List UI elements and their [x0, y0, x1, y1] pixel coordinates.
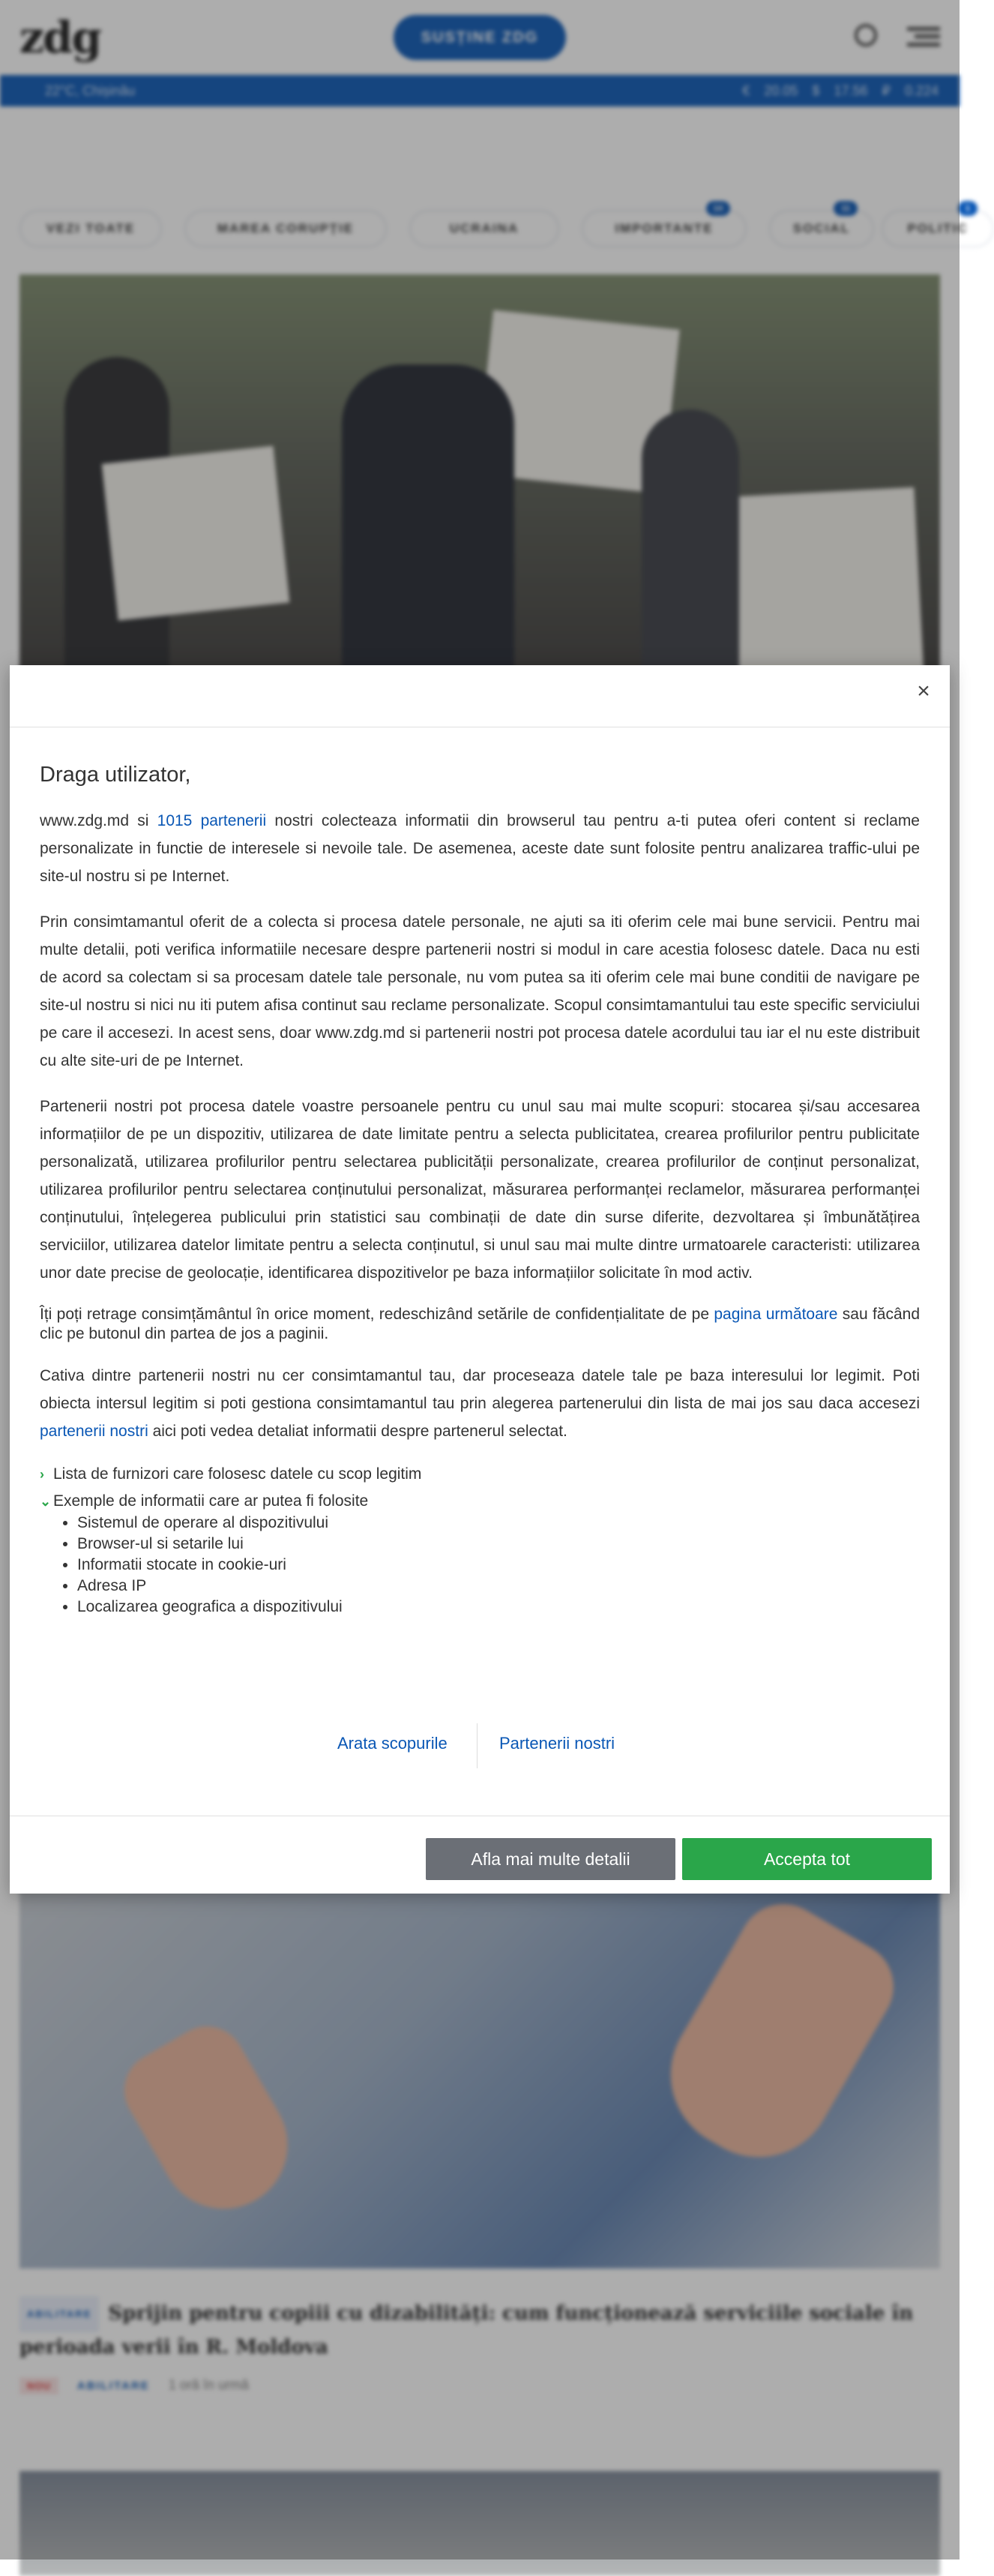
- modal-links-row: [10, 1723, 950, 1768]
- category-label: UCRAINA: [449, 221, 519, 235]
- list-item: • Sistemul de operare al dispozitivului: [77, 1513, 920, 1534]
- consent-paragraph: [40, 1305, 920, 1344]
- examples-list: [77, 1513, 920, 1618]
- consent-paragraph: Prin consimtamantul oferit de a colecta si procesa datele personale, ne ajuti sa iti oferim cele mai bune servicii. Pentru mai multe detalii, poti verifica informatiile necesare despre partenerii nostri si modul in care acestia folosesc datele. Daca nu esti de acord sa colectam si sa procesam datele tale personale, nu vom putea sa iti oferim cele mai bune conditii de navigare pe site-ul nostru si nici nu iti putem afisa continut sau reclame personalizate. Scopul consimtamantului tau este specific serviciului pe care il accesezi. In acest sens, doar www.zdg.md si partenerii nostri pot procesa datele acordului tau iar el nu este distribuit cu alte site-uri de pe Internet.: [40, 913, 920, 1069]
- chevron-down-icon: ⌄: [40, 1494, 52, 1509]
- next-page-link[interactable]: pagina următoare: [714, 1306, 838, 1323]
- modal-title: Draga utilizator,: [40, 763, 191, 787]
- article-time: 1 oră în urmă: [168, 2377, 249, 2392]
- article-title-text: Sprijin pentru copiii cu dizabilități: cum funcționează serviciile sociale în perioada verii în R. Moldova: [19, 2302, 914, 2359]
- partners-count-link[interactable]: 1015 partenerii: [157, 812, 267, 829]
- divider: [477, 1723, 478, 1768]
- article-category[interactable]: ABILITARE: [76, 2380, 150, 2392]
- paragraph-text: Îți poți retrage consimțământul în orice moment, redeschizând setările de confidențialitate de pe: [40, 1306, 714, 1323]
- exchange-rates: € 20.05 $ 17.56 ₽ 0.224: [742, 83, 939, 98]
- paragraph-text: sau făcând clic pe butonul din partea de jos a paginii.: [40, 1306, 921, 1342]
- new-badge: NOU: [19, 2377, 58, 2395]
- more-details-button[interactable]: Afla mai multe detalii: [426, 1838, 675, 1880]
- show-purposes-link[interactable]: Arata scopurile: [337, 1734, 448, 1753]
- site-logo[interactable]: zdg: [19, 12, 101, 63]
- category-count: 1: [958, 201, 978, 216]
- category-label: MAREA CORUPȚIE: [217, 221, 355, 235]
- consent-paragraph: [40, 807, 920, 890]
- weather-text: 22°C, Chișinău: [45, 83, 136, 98]
- consent-body: [40, 763, 920, 1618]
- category-count: 14: [706, 201, 730, 216]
- list-item: • Browser-ul si setarile lui: [77, 1534, 920, 1555]
- chevron-right-icon: ›: [40, 1467, 44, 1482]
- accordion-label: Exemple de informatii care ar putea fi folosite: [53, 1492, 369, 1510]
- category-count: 11: [834, 201, 858, 216]
- vendors-accordion[interactable]: [40, 1463, 920, 1486]
- category-label: IMPORTANTE: [615, 221, 714, 235]
- consent-paragraph: Partenerii nostri pot procesa datele voastre persoanele pentru cu unul sau mai multe scopuri: stocarea și/sau accesarea informațiilor de pe un dispozitiv, utilizarea de date limitate pentru a selecta publicitatea, crearea profilurilor pentru publicitate personalizată, utilizarea profilurilor pentru selectarea publicității personalizate, crearea profilurilor de conținut personalizat, utilizarea profilurilor pentru selectarea conținutului personalizat, măsurarea performanței reclamelor, măsurarea performanței conținutului, înțelegerea publicului prin statistici sau combinații de date din surse diferite, dezvoltarea și îmbunătățirea serviciilor, utilizarea datelor limitate pentru a selecta conținutul, si unul sau mai multe dintre urmatoarele caracteristi: utilizarea unor date precise de geolocație, identificarea dispozitivelor pe baza informațiilor solicitate în mod activ.: [40, 1098, 920, 1282]
- list-item: • Adresa IP: [77, 1576, 920, 1597]
- accordion-label: Lista de furnizori care folosesc datele cu scop legitim: [53, 1465, 422, 1483]
- list-item: • Localizarea geografica a dispozitivului: [77, 1597, 920, 1618]
- category-label: POLITIC: [907, 221, 969, 235]
- article-tag[interactable]: ABILITARE: [19, 2296, 99, 2332]
- list-item: • Informatii stocate in cookie-uri: [77, 1555, 920, 1576]
- support-button[interactable]: SUSȚINE ZDG: [394, 15, 566, 60]
- paragraph-text: Cativa dintre partenerii nostri nu cer consimtamantul tau, dar proceseaza datele tale pe baza interesului lor legimit. Poti obiecta intersul legitim si poti gestiona consimtamantul tau prin alegerea partenerului din lista de mai jos sau daca accesezi: [40, 1367, 920, 1412]
- our-partners-inline-link[interactable]: partenerii nostri: [40, 1423, 148, 1440]
- paragraph-text: aici poti vedea detaliat informatii despre partenerul selectat.: [148, 1423, 567, 1440]
- our-partners-link[interactable]: Partenerii nostri: [499, 1734, 615, 1753]
- examples-accordion[interactable]: [40, 1490, 920, 1513]
- category-label: VEZI TOATE: [46, 221, 136, 235]
- accept-all-button[interactable]: Accepta tot: [682, 1838, 932, 1880]
- paragraph-text: www.zdg.md si: [40, 812, 157, 829]
- consent-paragraph: [40, 1362, 920, 1445]
- close-icon[interactable]: ×: [917, 679, 930, 703]
- category-label: SOCIAL: [792, 221, 851, 235]
- consent-modal: [10, 665, 950, 1894]
- paragraph-text: nostri colecteaza informatii din browserul tau pentru a-ti putea oferi content si reclame personalizate in functie de interesele si nevoile tale. De asemenea, aceste date sunt folosite pentru analizarea traffic-ului pe site-ul nostru si pe Internet.: [40, 812, 920, 885]
